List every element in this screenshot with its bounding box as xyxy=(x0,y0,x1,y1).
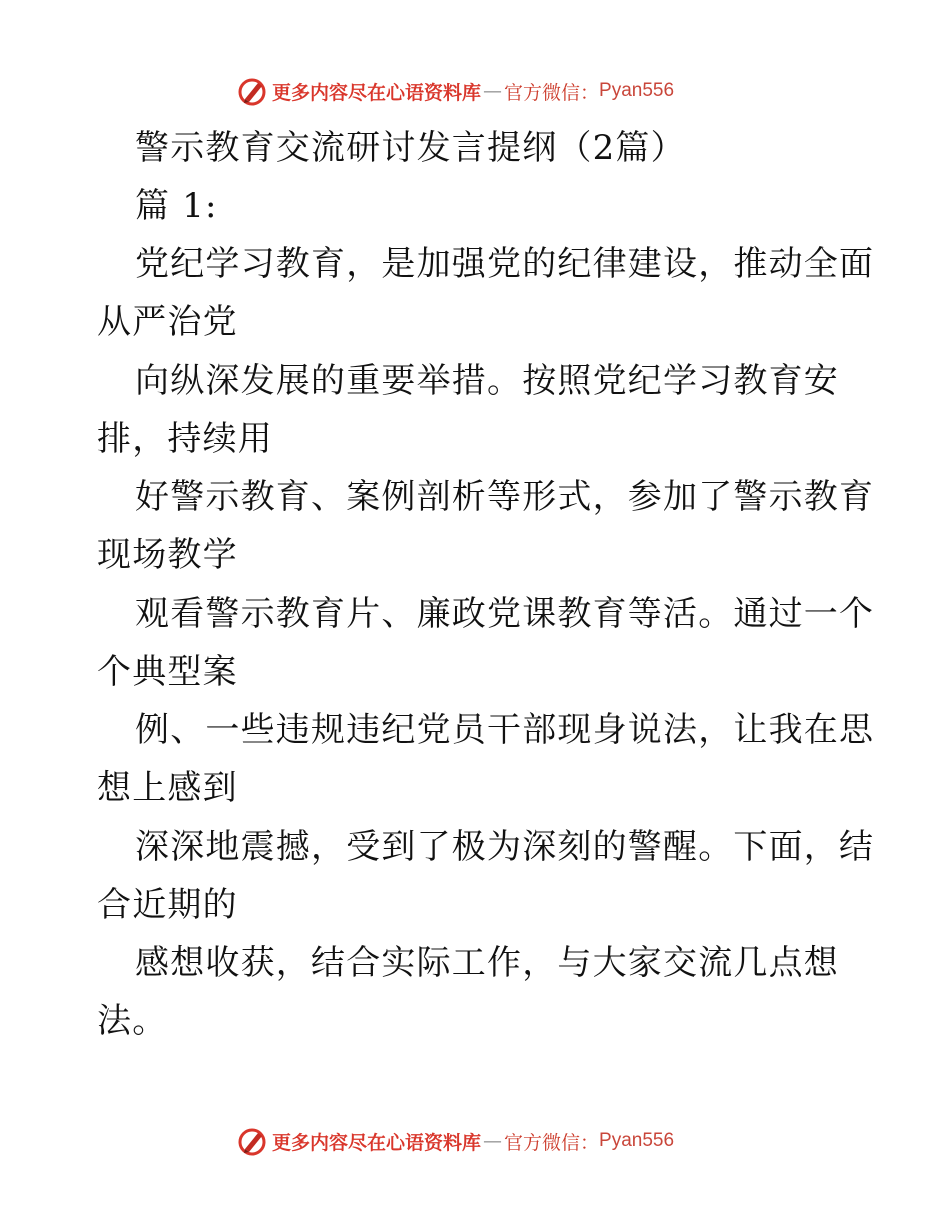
paragraph-line: 想上感到 xyxy=(97,768,238,808)
pen-circle-logo-icon xyxy=(236,1125,268,1157)
paragraph-line: 感想收获，结合实际工作，与大家交流几点想 xyxy=(135,943,839,983)
paragraph-line: 合近期的 xyxy=(97,885,238,925)
watermark-wechat-label: 官方微信： xyxy=(504,81,600,104)
paragraph-line: 好警示教育、案例剖析等形式，参加了警示教育 xyxy=(135,477,875,517)
watermark-dash: — xyxy=(483,80,503,102)
document-title: 警示教育交流研讨发言提纲（2篇） xyxy=(135,128,686,168)
paragraph-line: 法。 xyxy=(97,1001,168,1041)
paragraph-line: 现场教学 xyxy=(97,535,238,575)
watermark-dash: — xyxy=(483,1130,503,1152)
paragraph-line: 向纵深发展的重要举措。按照党纪学习教育安 xyxy=(135,361,839,401)
paragraph-line: 深深地震撼，受到了极为深刻的警醒。下面，结 xyxy=(135,827,875,867)
watermark-wechat-label: 官方微信： xyxy=(504,1131,600,1154)
paragraph-line: 个典型案 xyxy=(97,652,238,692)
paragraph-line: 例、一些违规违纪党员干部现身说法，让我在思 xyxy=(135,710,875,750)
section-heading: 篇 1: xyxy=(135,186,218,226)
paragraph-line: 党纪学习教育，是加强党的纪律建设，推动全面 xyxy=(135,244,875,284)
watermark-brand: 更多内容尽在心语资料库 xyxy=(272,1131,482,1154)
paragraph-line: 观看警示教育片、廉政党课教育等活。通过一个 xyxy=(135,594,875,634)
watermark-wechat-id: Pyan556 xyxy=(599,80,675,101)
header-watermark xyxy=(236,71,674,111)
pen-circle-logo-icon xyxy=(236,75,268,107)
paragraph-line: 排，持续用 xyxy=(97,419,273,459)
watermark-wechat-id: Pyan556 xyxy=(599,1130,675,1151)
paragraph-line: 从严治党 xyxy=(97,302,238,342)
footer-watermark xyxy=(236,1121,674,1161)
watermark-brand: 更多内容尽在心语资料库 xyxy=(272,81,482,104)
